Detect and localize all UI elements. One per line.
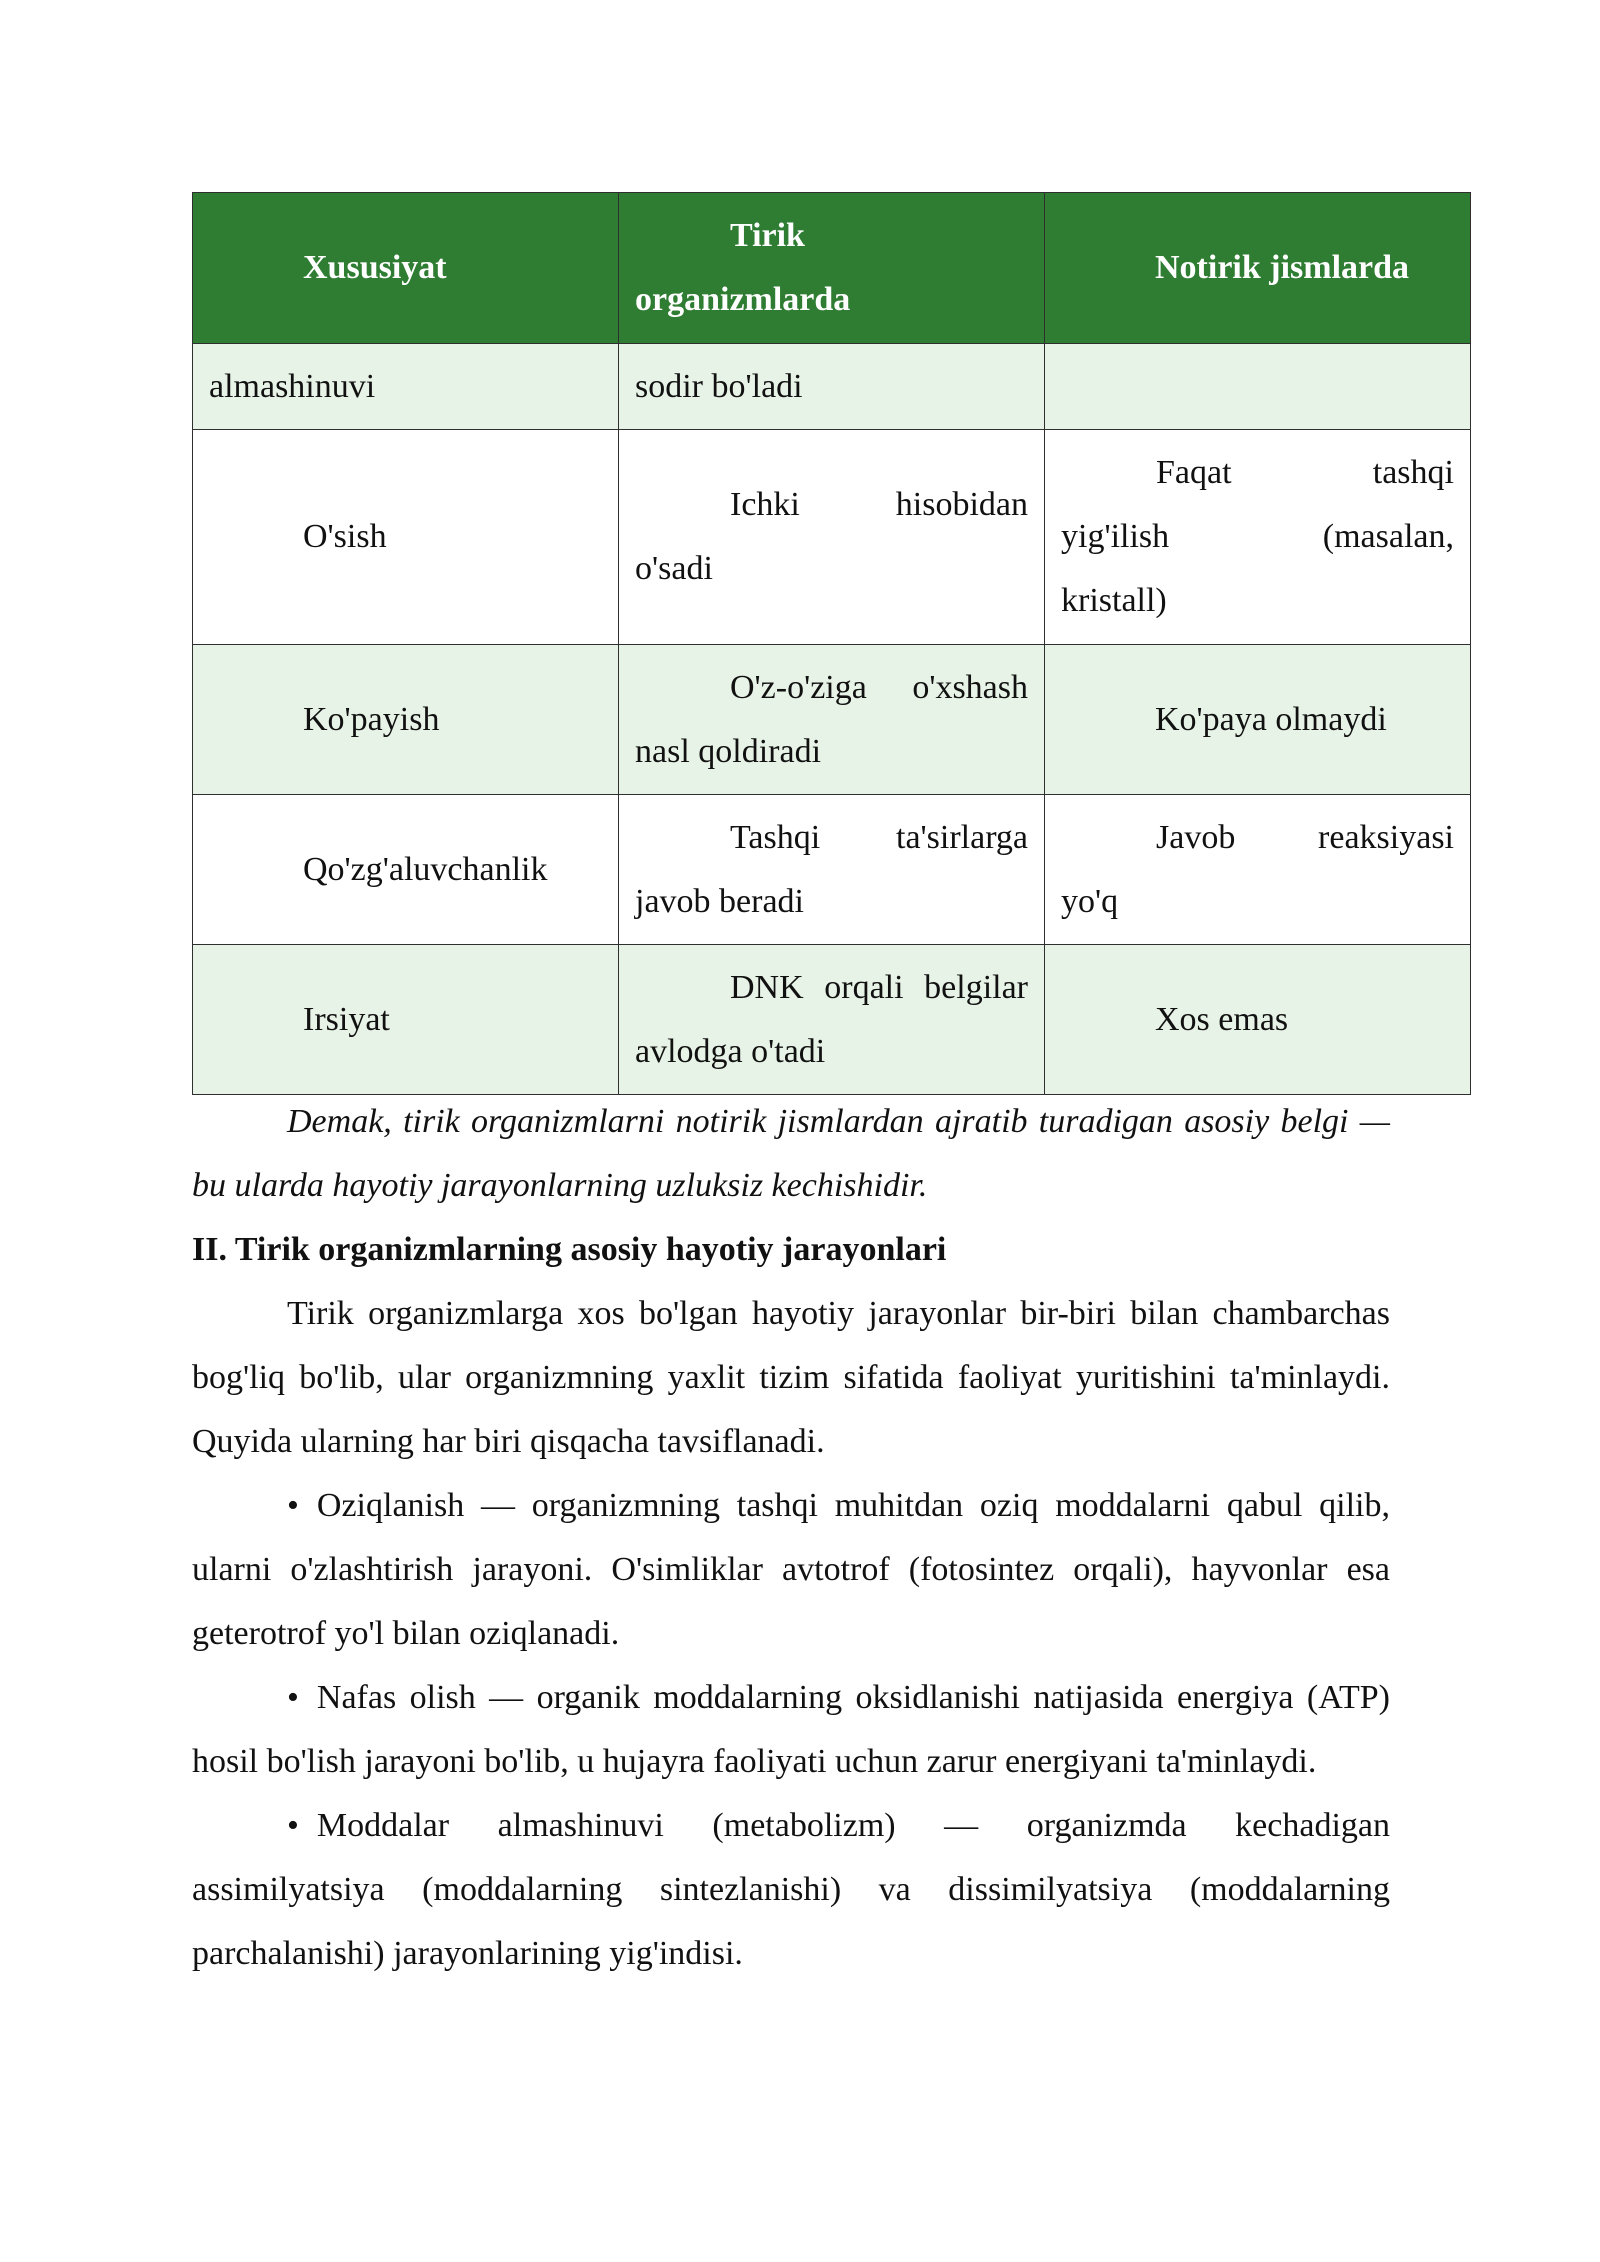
table-row bbox=[193, 795, 1471, 945]
intro-paragraph: Tirik organizmlarga xos bo'lgan hayotiy jarayonlar bir-biri bilan chambarchas bog'liq bo'lib, ular organizmning yaxlit tizim sifatida faoliyat yuritishini ta'minlaydi. Quyida ularning har biri qisqacha tavsiflanadi. bbox=[192, 1295, 1390, 1460]
bullet-text: Moddalar almashinuvi (metabolizm) — organizmda kechadigan assimilyatsiya (moddalarning sintezlanishi) va dissimilyatsiya (moddalarning parchalanishi) jarayonlarining yig'indisi. bbox=[192, 1807, 1390, 1972]
cell-line: o'sadi bbox=[635, 550, 713, 587]
bullet-text: Oziqlanish — organizmning tashqi muhitdan oziq moddalarni qabul qilib, ularni o'zlashtirish jarayoni. O'simliklar avtotrof (fotosintez orqali), hayvonlar esa geterotrof yo'l bilan oziqlanadi. bbox=[192, 1487, 1390, 1652]
bullet-item bbox=[192, 1666, 1390, 1794]
header-living-line1: Tirik bbox=[730, 217, 805, 254]
cell-nonliving: Ko'paya olmaydi bbox=[1045, 645, 1471, 795]
cell-line: javob beradi bbox=[635, 882, 804, 920]
cell-line: DNK orqali belgilar bbox=[730, 968, 1028, 1006]
header-nonliving: Notirik jismlarda bbox=[1045, 193, 1471, 344]
cell-living bbox=[619, 945, 1045, 1095]
cell-feature: Qo'zg'aluvchanlik bbox=[193, 795, 619, 945]
cell-line: O'z-o'ziga o'xshash bbox=[730, 668, 1028, 706]
cell-line: yo'q bbox=[1061, 882, 1119, 920]
cell-feature: Ko'payish bbox=[193, 645, 619, 795]
cell-nonliving bbox=[1045, 344, 1471, 430]
cell-feature: Irsiyat bbox=[193, 945, 619, 1095]
table-row bbox=[193, 645, 1471, 795]
table-row bbox=[193, 945, 1471, 1095]
cell-feature: almashinuvi bbox=[193, 344, 619, 430]
cell-line: Javob reaksiyasi bbox=[1156, 818, 1454, 856]
conclusion-paragraph: Demak, tirik organizmlarni notirik jismlardan ajratib turadigan asosiy belgi — bu ularda hayotiy jarayonlarning uzluksiz kechishidir. bbox=[192, 1103, 1390, 1204]
table-header-row bbox=[193, 193, 1471, 344]
table-row bbox=[193, 430, 1471, 645]
section-heading: II. Tirik organizmlarning asosiy hayotiy jarayonlari bbox=[192, 1231, 947, 1268]
comparison-table bbox=[192, 192, 1471, 1095]
bullet-item bbox=[192, 1794, 1390, 1986]
bullet-dot-icon: • bbox=[287, 1807, 299, 1844]
cell-line: kristall) bbox=[1061, 582, 1167, 619]
cell-nonliving bbox=[1045, 795, 1471, 945]
cell-nonliving: Xos emas bbox=[1045, 945, 1471, 1095]
cell-living: sodir bo'ladi bbox=[619, 344, 1045, 430]
cell-living bbox=[619, 430, 1045, 645]
cell-line: Faqat tashqi bbox=[1156, 454, 1454, 491]
cell-line: yig'ilish (masalan, bbox=[1061, 518, 1454, 555]
cell-line: nasl qoldiradi bbox=[635, 732, 822, 770]
bullet-dot-icon: • bbox=[287, 1679, 299, 1716]
header-feature: Xususiyat bbox=[193, 193, 619, 344]
cell-line: Ichki hisobidan bbox=[730, 486, 1028, 523]
cell-feature: O'sish bbox=[193, 430, 619, 645]
bullet-dot-icon: • bbox=[287, 1487, 299, 1524]
cell-line: Tashqi ta'sirlarga bbox=[730, 818, 1028, 856]
header-living bbox=[619, 193, 1045, 344]
table-row bbox=[193, 344, 1471, 430]
body-text bbox=[192, 1090, 1390, 1986]
cell-living bbox=[619, 795, 1045, 945]
cell-nonliving bbox=[1045, 430, 1471, 645]
cell-living bbox=[619, 645, 1045, 795]
bullet-text: Nafas olish — organik moddalarning oksidlanishi natijasida energiya (ATP) hosil bo'lish jarayoni bo'lib, u hujayra faoliyati uchun zarur energiyani ta'minlaydi. bbox=[192, 1679, 1390, 1780]
header-living-line2: organizmlarda bbox=[635, 281, 851, 318]
cell-line: avlodga o'tadi bbox=[635, 1032, 826, 1070]
bullet-item bbox=[192, 1474, 1390, 1666]
